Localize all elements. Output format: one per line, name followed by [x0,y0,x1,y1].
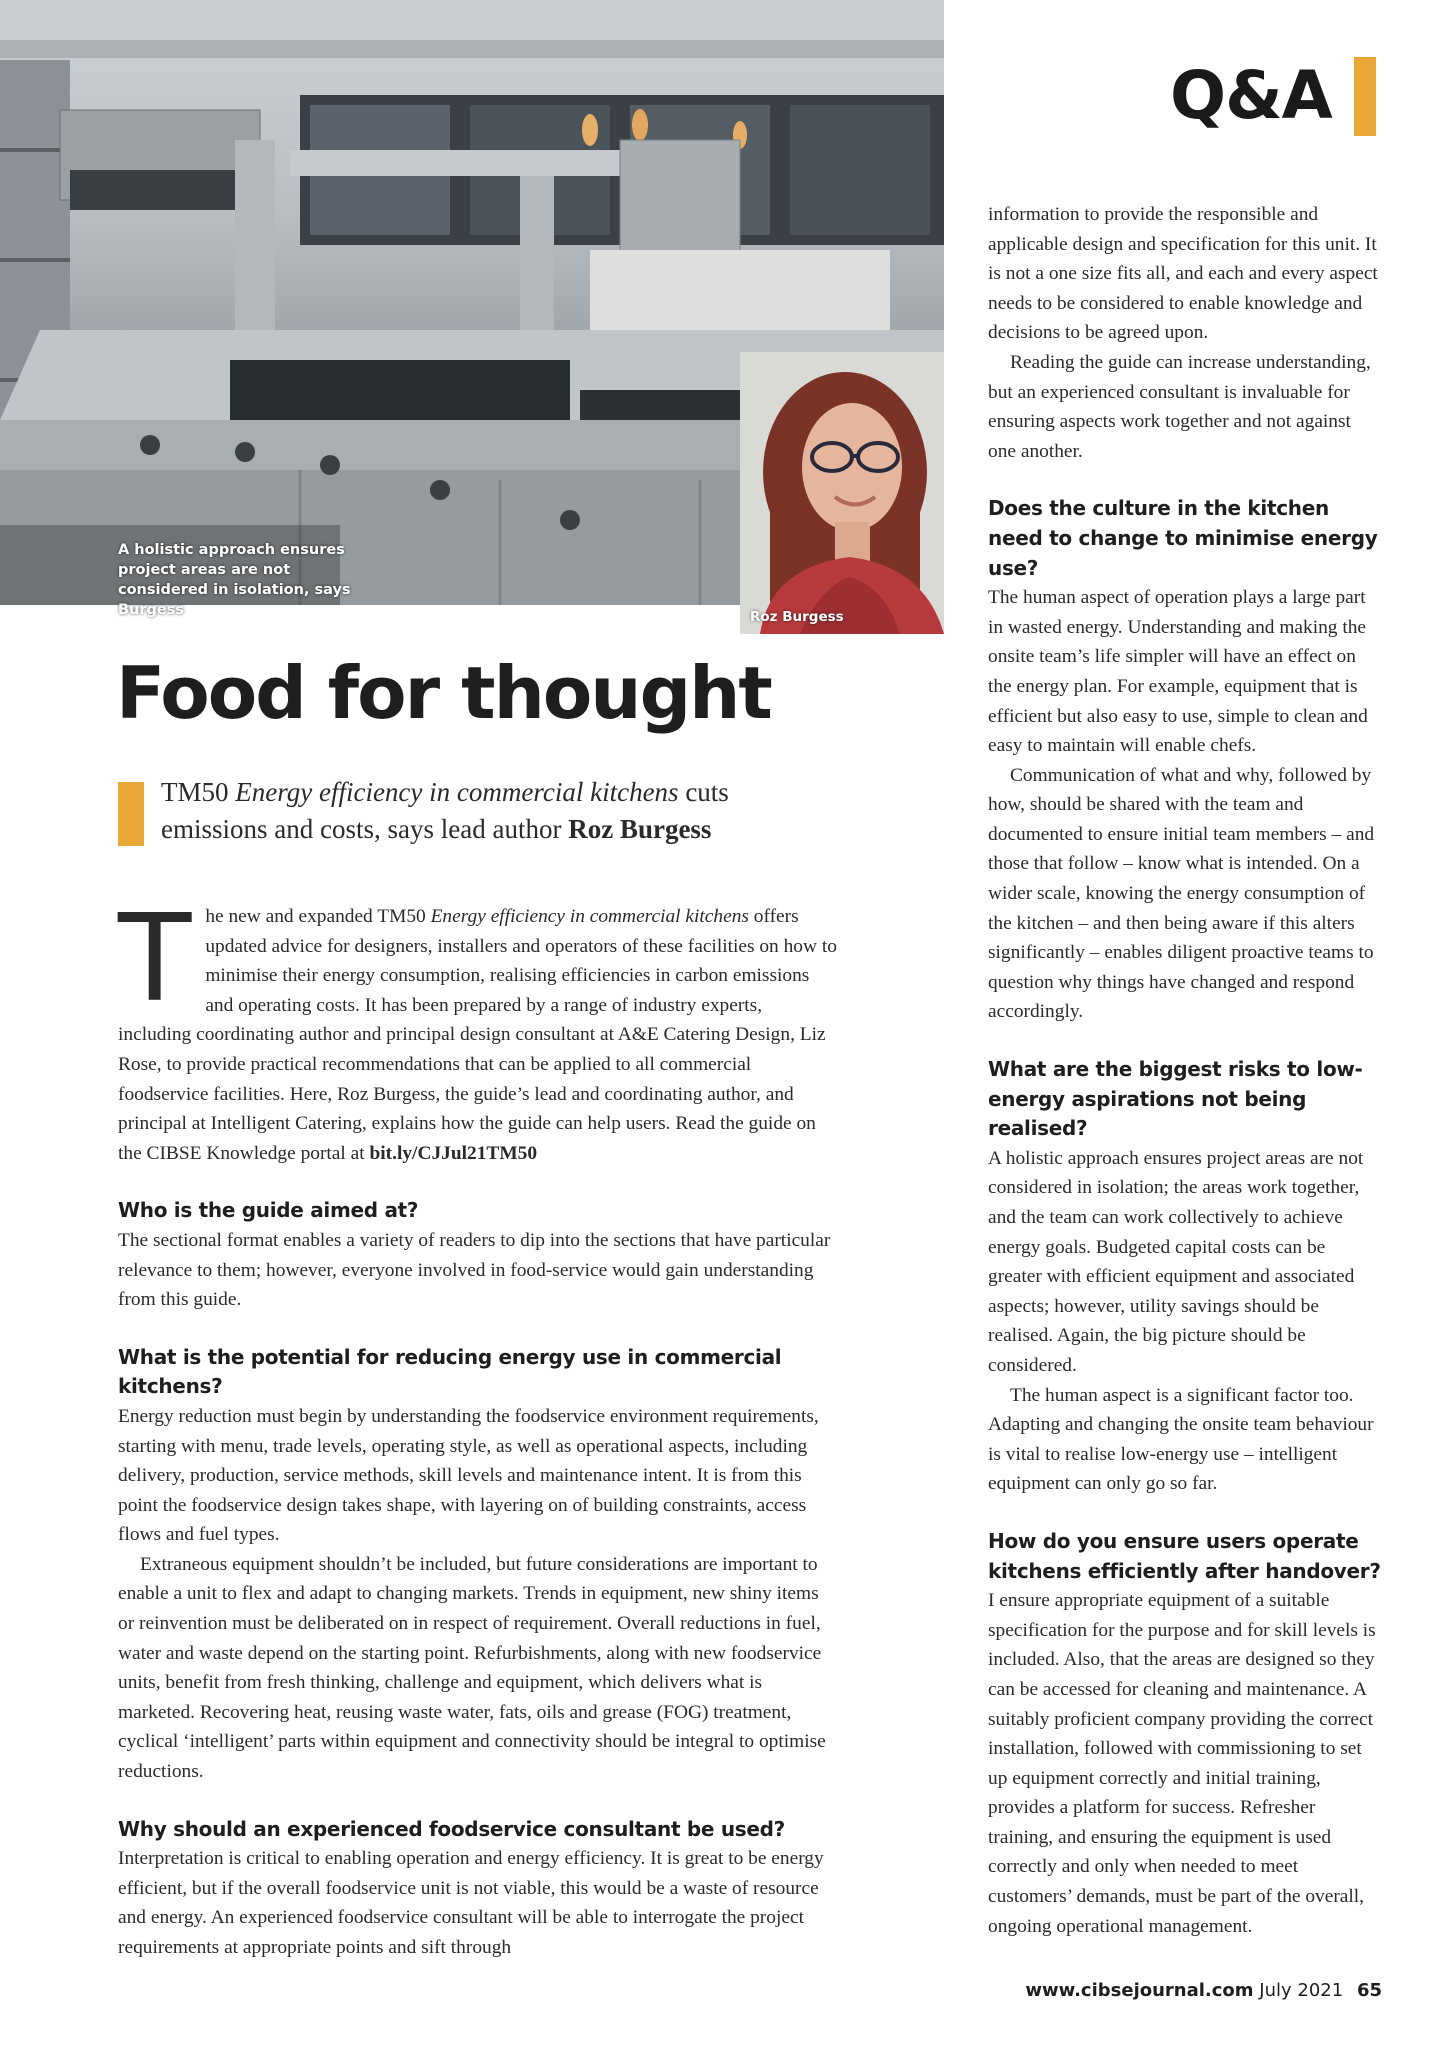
answer-paragraph: Communication of what and why, followed by how, should be shared with the team and documented to ensure initial team members – and those that follow – know what is intended. On a wider scale, knowing the energy consumption of the kitchen – and then being aware if this alters significantly – enables diligent proactive teams to question why things have changed and respond accordingly. [988,764,1375,1023]
right-column [988,200,1383,1941]
section-accent-bar [1354,57,1376,136]
drop-cap: T [118,890,192,1029]
answer-paragraph: A holistic approach ensures project areas are not considered in isolation; the areas work together, and the team can work collectively to achieve energy goals. Budgeted capital costs can be greater with efficient equipment and associated aspects; however, utility savings should be realised. Again, the big picture should be considered. [988,1147,1364,1376]
page-number: 65 [1356,1980,1382,2001]
guide-link[interactable]: bit.ly/CJJul21TM50 [369,1142,538,1164]
question-heading: Does the culture in the kitchen need to change to minimise energy use? [988,496,1378,580]
answer-paragraph: The human aspect of operation plays a large part in wasted energy. Understanding and making the onsite team’s life simpler will have an effect on the energy plan. For example, equipment that is efficient but also easy to use, simple to clean and easy to maintain will enable chefs. [988,587,1368,757]
answer-paragraph: The sectional format enables a variety of readers to dip into the sections that have particular relevance to them; however, everyone involved in food-service would gain understanding from this guide. [118,1229,831,1311]
portrait-caption: Roz Burgess [750,609,844,625]
answer-paragraph: Interpretation is critical to enabling operation and energy efficiency. It is great to be energy efficient, but if the overall foodservice unit is not viable, this would be a waste of resource and energy. An experienced foodservice consultant will be able to interrogate the project requirements at appropriate points and sift through [118,1848,824,1958]
answer-paragraph: Reading the guide can increase understanding, but an experienced consultant is invaluable for ensuring aspects work together and not against one another. [988,351,1371,462]
portrait-illustration [740,352,944,634]
answer-paragraph: Extraneous equipment shouldn’t be included, but future considerations are important to enable a unit to flex and adapt to changing markets. Trends in equipment, new shiny items or reinvention must be deliberated on in respect of requirement. Overall reductions in fuel, water and waste depend on the starting point. Refurbishments, along with new foodservice units, benefit from fresh thinking, challenge and equipment, which delivers what is marketed. Recovering heat, reusing waste water, fats, oils and grease (FOG) treatment, cyclical ‘intelligent’ parts within equipment and connectivity should be integral to optimise reductions. [118,1553,826,1783]
author-portrait [740,352,944,634]
answer-paragraph: The human aspect is a significant factor too. Adapting and changing the onsite team behaviour is vital to realise low-energy use – intelligent equipment can only go so far. [988,1384,1374,1495]
page-footer [1025,1980,1382,2001]
section-label: Q&A [1170,57,1332,134]
photo-caption: A holistic approach ensures project areas are not considered in isolation, says Burgess [118,542,351,618]
question-heading: How do you ensure users operate kitchens efficiently after handover? [988,1528,1381,1583]
article-headline: Food for thought [116,651,771,735]
question-heading: What are the biggest risks to low-energy aspirations not being realised? [988,1057,1363,1141]
article-standfirst: TM50 Energy efficiency in commercial kitchens cuts emissions and costs, says lead author Roz Burgess [161,777,729,844]
left-column [118,890,838,1963]
answer-paragraph: Energy reduction must begin by understanding the foodservice environment requirements, starting with menu, trade levels, operating style, as well as operational aspects, including delivery, production, service methods, skill levels and maintenance intent. It is from this point the foodservice design takes shape, with layering on of building constraints, access flows and fuel types. [118,1405,819,1546]
footer-issue: July 2021 [1259,1980,1344,2001]
answer-paragraph: I ensure appropriate equipment of a suitable specification for the purpose and for skill levels is included. Also, that the areas are designed so they can be accessed for cleaning and maintenance. A suitably proficient company providing the correct installation, followed with commissioning to set up equipment correctly and initial training, provides a platform for success. Refresher training, and ensuring the equipment is used correctly and only when needed to meet customers’ demands, must be part of the overall, ongoing operational management. [988,1590,1376,1937]
question-heading: Why should an experienced foodservice consultant be used? [118,1816,785,1841]
standfirst-accent-bar [118,782,144,846]
question-heading: What is the potential for reducing energy use in commercial kitchens? [118,1344,782,1399]
answer-paragraph: information to provide the responsible and applicable design and specification for this unit. It is not a one size fits all, and each and every aspect needs to be considered to enable knowledge and decisions to be agreed upon. [988,204,1378,344]
question-heading: Who is the guide aimed at? [118,1198,419,1223]
footer-url[interactable]: www.cibsejournal.com [1025,1980,1254,2001]
intro-paragraph: The new and expanded TM50 Energy efficiency in commercial kitchens offers updated advice for designers, installers and operators of these facilities on how to minimise their energy consumption, realising efficiencies in carbon emissions and operating costs. It has been prepared by a range of industry experts, including coordinating author and principal design consultant at A&E Catering Design, Liz Rose, to provide practical recommendations that can be applied to all commercial foodservice facilities. Here, Roz Burgess, the guide’s lead and coordinating author, and principal at Intelligent Catering, explains how the guide can help users. Read the guide on the CIBSE Knowledge portal at bit.ly/CJJul21TM50 [118,890,837,1164]
